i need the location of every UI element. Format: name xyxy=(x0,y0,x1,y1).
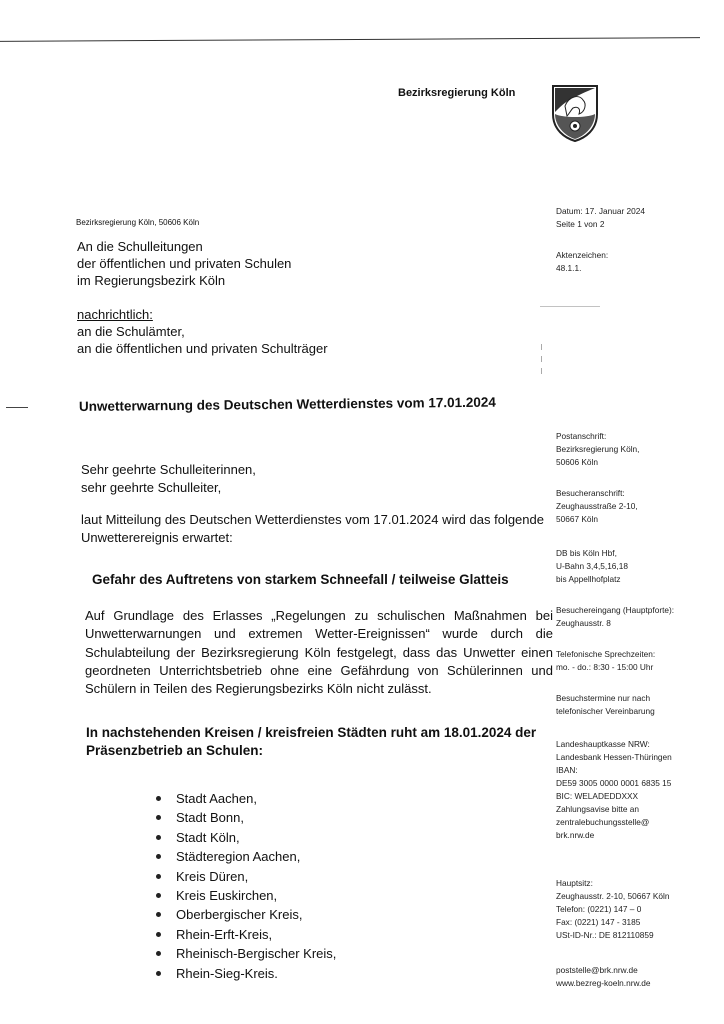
postal-address: Postanschrift: Bezirksregierung Köln, 50606 Köln xyxy=(556,431,640,467)
contact-links xyxy=(556,964,651,990)
list-item: Rhein-Sieg-Kreis. xyxy=(156,964,336,983)
website-link: www.bezreg-koeln.nrw.de xyxy=(556,978,651,988)
appointment-note: Besuchstermine nur nach telefonischer Vereinbarung xyxy=(556,693,655,716)
visitor-entrance: Besuchereingang (Hauptpforte): Zeughausstr. 8 xyxy=(556,605,675,628)
nrw-crest-icon xyxy=(551,84,599,142)
bullet-icon xyxy=(156,951,161,956)
scan-artifact xyxy=(541,368,542,374)
copy-to-heading: nachrichtlich: xyxy=(77,307,153,322)
list-item: Stadt Aachen, xyxy=(156,789,336,808)
bullet-icon xyxy=(156,893,161,898)
closure-notice: In nachstehenden Kreisen / kreisfreien Städten ruht am 18.01.2024 der Präsenzbetrieb an Schulen: xyxy=(86,725,537,758)
authority-name: Bezirksregierung Köln xyxy=(398,87,516,99)
list-item: Oberbergischer Kreis, xyxy=(156,905,336,924)
salutation-line: sehr geehrte Schulleiter, xyxy=(81,480,222,495)
date-text: Datum: 17. Januar 2024 xyxy=(556,206,646,216)
sender-return-address: Bezirksregierung Köln, 50606 Köln xyxy=(76,218,200,227)
scan-artifact xyxy=(541,344,542,350)
recipient-line: der öffentlichen und privaten Schulen xyxy=(77,256,292,271)
bank-details: Landeshauptkasse NRW: Landesbank Hessen-Thüringen IBAN: DE59 3005 0000 0001 6835 15 BIC: WELADEDDXXX Zahlungsavise bitte an zentralebuchungsstelle@ brk.nrw.de xyxy=(556,739,672,840)
salutation xyxy=(81,461,256,497)
copy-to-block xyxy=(77,306,328,357)
intro-paragraph: laut Mitteilung des Deutschen Wetterdienstes vom 17.01.2024 wird das folgende Unwetterereignis erwartet: xyxy=(81,512,544,545)
file-number-label: Aktenzeichen: xyxy=(556,250,609,260)
list-item: Rhein-Erft-Kreis, xyxy=(156,925,336,944)
recipient-line: im Regierungsbezirk Köln xyxy=(77,273,226,288)
bullet-icon xyxy=(156,932,161,937)
warning-headline: Gefahr des Auftretens von starkem Schneefall / teilweise Glatteis xyxy=(92,572,509,587)
file-number: 48.1.1. xyxy=(556,263,582,273)
visitor-address: Besucheranschrift: Zeughausstraße 2-10, 50667 Köln xyxy=(556,488,638,524)
bullet-icon xyxy=(156,971,161,976)
subject-line: Unwetterwarnung des Deutschen Wetterdienstes vom 17.01.2024 xyxy=(78,394,496,414)
bullet-icon xyxy=(156,815,161,820)
list-item: Kreis Düren, xyxy=(156,867,336,886)
bullet-icon xyxy=(156,796,161,801)
copy-to-line: an die öffentlichen und privaten Schulträger xyxy=(77,341,328,356)
list-item: Kreis Euskirchen, xyxy=(156,886,336,905)
district-list xyxy=(156,789,336,983)
bullet-icon xyxy=(156,854,161,859)
fold-mark xyxy=(6,407,28,408)
salutation-line: Sehr geehrte Schulleiterinnen, xyxy=(81,462,256,477)
bullet-icon xyxy=(156,835,161,840)
recipient-block xyxy=(77,238,291,289)
transit-info: DB bis Köln Hbf, U-Bahn 3,4,5,16,18 bis Appellhofplatz xyxy=(556,548,628,584)
list-item: Rheinisch-Bergischer Kreis, xyxy=(156,944,336,963)
scan-artifact xyxy=(540,306,600,307)
email-link: poststelle@brk.nrw.de xyxy=(556,965,638,975)
page-count: Seite 1 von 2 xyxy=(556,219,605,229)
list-item: Städteregion Aachen, xyxy=(156,847,336,866)
list-item: Stadt Bonn, xyxy=(156,808,336,827)
scan-top-line xyxy=(0,37,700,42)
scan-artifact xyxy=(541,356,542,362)
list-item: Stadt Köln, xyxy=(156,828,336,847)
decision-paragraph: Auf Grundlage des Erlasses „Regelungen zu schulischen Maßnahmen bei Unwetterwarnungen und extremen Wetter-Ereignissen“ wurde durch die Schulabteilung der Bezirksregierung Köln festgelegt, dass das Unwetter einen geordneten Unterrichtsbetrieb ohne eine Gefährdung von Schülerinnen und Schülern in Teilen des Regierungsbezirks Köln nicht zulässt. xyxy=(85,608,553,697)
copy-to-line: an die Schulämter, xyxy=(77,324,185,339)
file-number-block xyxy=(556,249,608,275)
bullet-icon xyxy=(156,912,161,917)
headquarters: Hauptsitz: Zeughausstr. 2-10, 50667 Köln Telefon: (0221) 147 – 0 Fax: (0221) 147 - 3185 USt-ID-Nr.: DE 812110859 xyxy=(556,878,670,940)
recipient-line: An die Schulleitungen xyxy=(77,239,203,254)
bullet-icon xyxy=(156,874,161,879)
phone-hours: Telefonische Sprechzeiten: mo. - do.: 8:30 - 15:00 Uhr xyxy=(556,649,656,672)
date-block xyxy=(556,205,645,231)
